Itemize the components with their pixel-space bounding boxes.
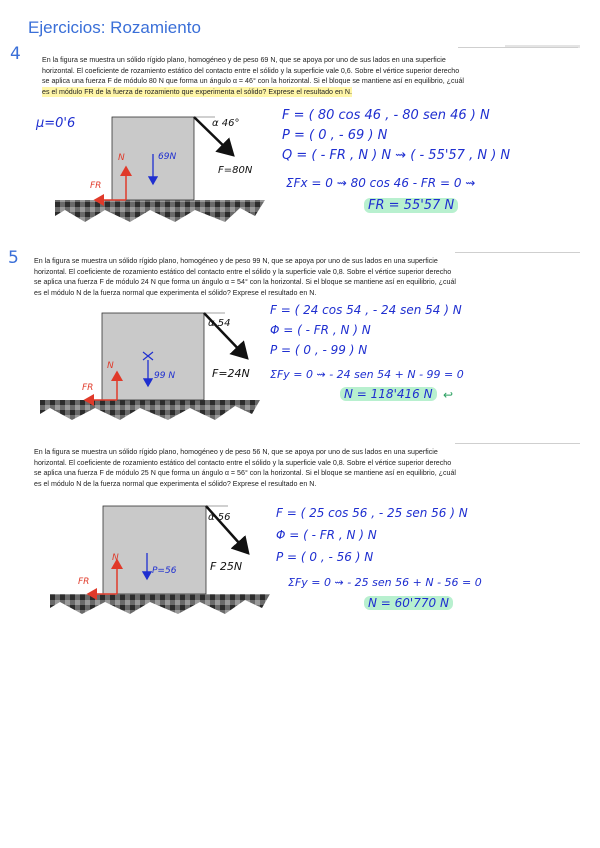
work-line: ΣFy = 0 ⇝ - 25 sen 56 + N - 56 = 0 bbox=[288, 576, 482, 589]
angle-label: α 54 bbox=[208, 318, 231, 329]
result-badge: N = 60'770 N bbox=[364, 596, 453, 610]
statement-line: En la figura se muestra un sólido rígido plano, homogéneo y de peso 99 N, que se apoya por uno de sus lados en una superficie bbox=[34, 257, 438, 265]
statement-line: horizontal. El coeficiente de rozamiento estático del contacto entre el sólido y la superficie vale 0,8. Sobre el vértice superior derecho bbox=[34, 458, 452, 467]
normal-label: N bbox=[118, 153, 125, 163]
friction-label: FR bbox=[90, 181, 102, 191]
weight-label: 69N bbox=[158, 152, 177, 162]
statement-line: horizontal. El coeficiente de rozamiento estático del contacto entre el sólido y la superficie vale 0,6. Sobre el vértice superior derecho bbox=[42, 66, 460, 75]
angle-label: α 56 bbox=[208, 512, 231, 523]
weight-label: P=56 bbox=[152, 566, 177, 576]
work-line: Φ = ( - FR , N ) N bbox=[270, 323, 371, 337]
mu-label: μ=0'6 bbox=[36, 116, 76, 131]
work-line: F = ( 80 cos 46 , - 80 sen 46 ) N bbox=[282, 108, 490, 123]
divider bbox=[455, 252, 580, 253]
angle-label: α 46° bbox=[212, 118, 240, 129]
statement-line: es el módulo N de la fuerza normal que experimenta el sólido? Exprese el resultado en N. bbox=[34, 479, 317, 488]
ground bbox=[40, 400, 260, 420]
check-arrow-icon: ↩ bbox=[443, 388, 454, 402]
divider bbox=[455, 443, 580, 444]
problem-statement bbox=[42, 55, 592, 97]
problem-statement bbox=[34, 447, 592, 489]
statement-line: es el módulo FR de la fuerza de rozamiento que experimenta el sólido? Exprese el resultado en N. bbox=[42, 87, 352, 96]
normal-label: N bbox=[112, 553, 119, 563]
work-line: P = ( 0 , - 99 ) N bbox=[270, 343, 368, 357]
force-label: F=24N bbox=[212, 367, 250, 380]
normal-label: N bbox=[107, 361, 114, 371]
statement-line: se aplica una fuerza F de módulo 25 N que forma un ángulo α = 56° con la horizontal. Si el bloque se mantiene así en equilibrio, ¿cuál bbox=[34, 469, 456, 478]
work-line: F = ( 24 cos 54 , - 24 sen 54 ) N bbox=[270, 303, 462, 317]
problem-statement bbox=[34, 256, 592, 298]
ground bbox=[50, 594, 270, 614]
force-label: F 25N bbox=[210, 560, 243, 573]
force-label: F=80N bbox=[218, 165, 253, 176]
statement-line: se aplica una fuerza F de módulo 24 N que forma un ángulo α = 54° con la horizontal. Si el bloque se mantiene así en equilibrio, ¿cuál bbox=[34, 278, 456, 287]
work-line: P = ( 0 , - 69 ) N bbox=[282, 128, 388, 143]
work-line: Φ = ( - FR , N ) N bbox=[276, 528, 377, 542]
solid-block bbox=[103, 506, 206, 594]
friction-label: FR bbox=[78, 577, 90, 587]
ground bbox=[55, 200, 265, 222]
result-badge: N = 118'416 N bbox=[340, 387, 437, 401]
friction-label: FR bbox=[82, 383, 94, 393]
work-line: Q = ( - FR , N ) N ⇝ ( - 55'57 , N ) N bbox=[282, 148, 511, 163]
statement-line: se aplica una fuerza F de módulo 80 N que forma un ángulo α = 46° con la horizontal. Si el bloque se mantiene así en equilibrio, ¿cuál bbox=[42, 77, 464, 86]
work-line: F = ( 25 cos 56 , - 25 sen 56 ) N bbox=[276, 506, 468, 520]
work-line: ΣFy = 0 ⇝ - 24 sen 54 + N - 99 = 0 bbox=[270, 368, 464, 381]
statement-line: En la figura se muestra un sólido rígido plano, homogéneo y de peso 56 N, que se apoya por uno de sus lados en una superficie bbox=[34, 448, 438, 456]
work-line: P = ( 0 , - 56 ) N bbox=[276, 550, 374, 564]
problem-number: 4 bbox=[10, 44, 21, 64]
weight-label: 99 N bbox=[154, 371, 176, 381]
divider bbox=[458, 47, 578, 48]
page-title: Ejercicios: Rozamiento bbox=[28, 18, 201, 37]
statement-line: En la figura se muestra un sólido rígido plano, homogéneo y de peso 69 N, que se apoya por uno de sus lados en una superficie bbox=[42, 56, 446, 64]
result-badge: FR = 55'57 N bbox=[364, 198, 458, 213]
statement-line: horizontal. El coeficiente de rozamiento estático del contacto entre el sólido y la superficie vale 0,8. Sobre el vértice superior derecho bbox=[34, 267, 452, 276]
block-diagram bbox=[50, 505, 280, 620]
problem-number: 5 bbox=[8, 248, 19, 268]
work-line: ΣFx = 0 ⇝ 80 cos 46 - FR = 0 ⇝ bbox=[286, 176, 476, 190]
statement-line: es el módulo N de la fuerza normal que experimenta el sólido? Exprese el resultado en N. bbox=[34, 288, 317, 297]
